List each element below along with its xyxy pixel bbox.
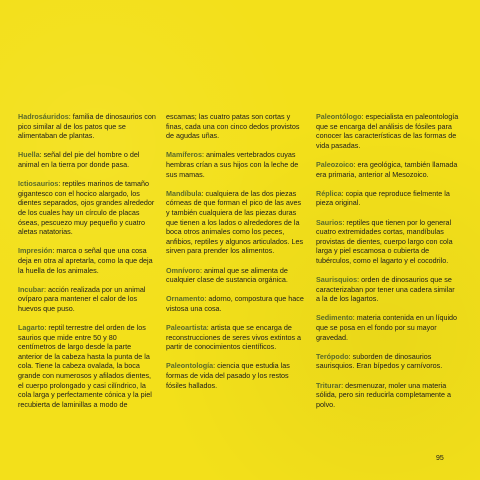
glossary-entry [18,112,156,141]
glossary-entry [316,275,460,304]
glossary-entry [166,112,304,141]
glossary-entry [166,361,304,390]
glossary-entry [18,150,156,169]
glossary-term: Hadrosáuridos [18,112,69,121]
glossary-entry [316,160,460,179]
glossary-term: Paleontología [166,361,214,371]
glossary-term: Terópodo [316,351,349,361]
glossary-definition: : acción realizada por un animal ovíparo para mantener el calor de los huevos que puso. [18,284,146,313]
glossary-entry [18,246,156,275]
glossary-term: Ornamento [166,294,205,304]
glossary-definition: : reptil terrestre del orden de los saurios que mide entre 50 y 80 centímetros de largo desde la parte anterior de la cabeza hasta la punta de la cola. Tiene la cabeza ovalada, la boca grande con numerosos y afilados dientes, el cuerpo prolongado y casi cilíndrico, la cola larga y perfectamente cónica y la piel recubierta de laminillas a modo de [18,323,152,409]
glossary-entry [316,313,460,342]
glossary-term: Paleontólogo [316,112,362,121]
glossary-definition: : animal que se alimenta de cualquier clase de sustancia orgánica. [166,265,288,285]
glossary-term: Saurios [316,217,343,227]
glossary-term: Omnívoro [166,265,200,275]
glossary-term: Incubar [18,284,44,294]
glossary-term: Impresión [18,246,53,256]
glossary-definition: : reptiles que tienen por lo general cuatro extremidades cortas, mandíbulas provistas de dientes, cuerpo largo con cola larga y piel escamosa o cubierta de tubérculos, como el lagarto y el cocodrilo. [316,217,453,265]
glossary-entry [166,150,304,179]
glossary-entry [166,266,304,285]
glossary-entry [18,179,156,237]
glossary-entry [166,189,304,256]
glossary-definition: : reptiles marinos de tamaño gigantesco con el hocico alargado, los dientes separados, ojos grandes alrededor de los cuales hay un círculo de placas óseas, pescuezo muy pequeño y cuatro aletas natatorias. [18,179,155,237]
glossary-entry [166,294,304,313]
glossary-entry [316,189,460,208]
glossary-definition: : animales vertebrados cuyas hembras crían a sus hijos con la leche de sus mamas. [166,150,299,179]
glossary-term: Mandíbula [166,188,202,198]
glossary-column-2 [166,112,304,400]
glossary-term: Paleozoico [316,159,354,169]
glossary-definition: : copia que reproduce fielmente la pieza original. [316,188,450,208]
glossary-entry [316,352,460,371]
glossary-entry [316,112,460,150]
glossary-column-3 [316,112,460,419]
glossary-definition: : marca o señal que una cosa deja en otra al apretarla, como la que deja la huella de los animales. [18,246,153,275]
glossary-definition: : era geológica, también llamada era primaria, anterior al Mesozoico. [316,159,458,179]
glossary-definition: : adorno, compostura que hace vistosa una cosa. [166,294,304,313]
glossary-term: Lagarto [18,323,45,333]
glossary-definition: escamas; las cuatro patas son cortas y finas, cada una con cinco dedos provistos de agudas uñas. [166,112,300,141]
glossary-definition: : orden de dinosaurios que se caracterizaban por tener una cadera similar a la de los lagartos. [316,275,455,304]
glossary-term: Réplica [316,188,342,198]
glossary-definition: : desmenuzar, moler una materia sólida, pero sin reducirla completamente a polvo. [316,380,452,409]
glossary-definition: : cualquiera de las dos piezas córneas de que forman el pico de las aves y también cualquiera de las piezas duras que tienen a los lados o alrededores de la boca otros animales como los peces, anfibios, reptiles y algunos articulados. Les sirven para prender los alimentos. [166,188,304,256]
glossary-column-1 [18,112,156,419]
glossary-entry [166,323,304,352]
glossary-definition: : especialista en paleontología que se encarga del análisis de fósiles para conocer las características de las formas de vida pasadas. [316,112,459,150]
glossary-definition: : suborden de dinosaurios saurisquios. Eran bípedos y carnívoros. [316,351,443,371]
glossary-definition: : artista que se encarga de reconstrucciones de seres vivos extintos a partir de conocimientos científicos. [166,323,302,352]
glossary-term: Mamíferos [166,150,202,160]
glossary-definition: : materia contenida en un líquido que se posa en el fondo por su mayor gravedad. [316,313,458,342]
glossary-definition: : familia de dinosaurios con pico similar al de los patos que se alimentaban de plantas. [18,112,156,141]
glossary-definition: : ciencia que estudia las formas de vida del pasado y los restos fósiles hallados. [166,361,290,390]
glossary-entry [316,218,460,266]
glossary-term: Paleoartista [166,323,207,333]
glossary-entry [18,323,156,409]
glossary-entry [18,285,156,314]
glossary-term: Ictiosaurios [18,179,59,189]
glossary-term: Saurisquios [316,275,358,285]
glossary-term: Huella [18,150,40,160]
page-number: 95 [436,455,444,462]
glossary-term: Triturar [316,380,342,390]
glossary-definition: : señal del pie del hombre o del animal en la tierra por donde pasa. [18,150,140,169]
glossary-term: Sedimento [316,313,353,323]
glossary-entry [316,381,460,410]
